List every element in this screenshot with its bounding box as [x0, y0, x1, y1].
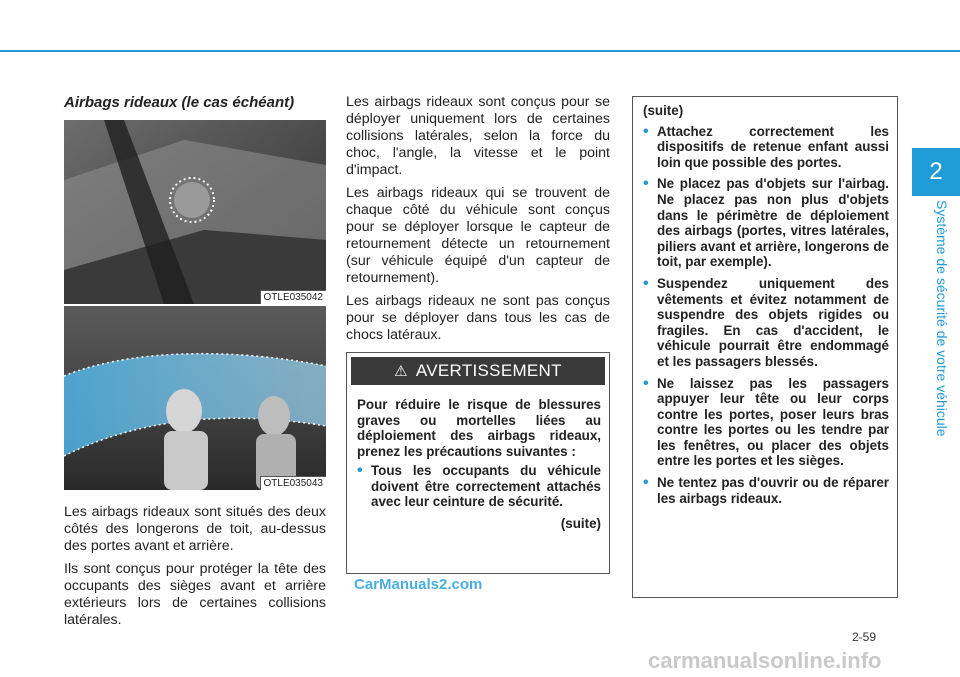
warning-list [357, 463, 601, 510]
image-code: OTLE035042 [260, 290, 327, 304]
page-number: 2-59 [852, 630, 877, 644]
image-code: OTLE035043 [260, 476, 327, 490]
watermark-link[interactable]: CarManuals2.com [354, 576, 483, 593]
warning-box [346, 352, 610, 574]
section-heading: Airbags rideaux (le cas échéant) [64, 94, 295, 111]
curtain-airbag-photo [64, 306, 326, 490]
watermark-footer[interactable]: carmanualsonline.info [648, 648, 882, 673]
list-item: • Attachez correctement les dispositifs de retenue enfant aussi loin que possible des portes. [643, 124, 889, 171]
paragraph: Les airbags rideaux sont conçus pour se déployer uniquement lors de certaines collisions latérales, selon la force du choc, l'angle, la vitesse et le point d'impact. [346, 94, 610, 178]
chapter-number-tab[interactable] [912, 148, 960, 196]
warning-header [351, 357, 605, 385]
chapter-number: 2 [929, 158, 943, 185]
warning-continued-body [643, 103, 889, 512]
list-item: • Tous les occupants du véhicule doivent être correctement attachés avec leur ceinture de sécurité. [357, 463, 601, 510]
warning-body [357, 397, 601, 531]
header-rule [0, 50, 960, 52]
warning-continued-box [632, 96, 898, 598]
ceiling-airbag-photo [64, 120, 326, 304]
paragraph: Les airbags rideaux qui se trouvent de chaque côté du véhicule sont conçus pour se déployer lorsque le capteur de retournement détecte un retournement (sur véhicule équipé d'un capteur de retournement). [346, 185, 610, 286]
list-item: • Ne laissez pas les passagers appuyer leur tête ou leur corps contre les portes, poser leurs bras contre les portes ou les tendre par les fenêtres, ou placer des objets entre les portes et les sièges. [643, 376, 889, 470]
warning-intro: Pour réduire le risque de blessures graves ou mortelles liées au déploiement des airbags rideaux, prenez les précautions suivantes : [357, 397, 601, 459]
list-item: • Ne tentez pas d'ouvrir ou de réparer les airbags rideaux. [643, 475, 889, 506]
warning-title: AVERTISSEMENT [415, 361, 562, 380]
list-item: • Suspendez uniquement des vêtements et évitez notamment de suspendre des objets rigides ou fragiles. En cas d'accident, le véhicule pourrait être endommagé et les passagers blessés. [643, 276, 889, 370]
left-column-text [64, 504, 326, 635]
paragraph: Les airbags rideaux sont situés des deux côtés des longerons de toit, au-dessus des portes avant et arrière. [64, 504, 326, 554]
chapter-title: Système de sécurité de votre véhicule [934, 200, 950, 437]
ceiling-airbag-marking-photo-icon [64, 120, 326, 304]
list-item: • Ne placez pas d'objets sur l'airbag. Ne placez pas non plus d'objets dans le périmètre de déploiement des airbags (portes, vitres latérales, piliers avant et arrière, longerons de toit, par exemple). [643, 176, 889, 270]
deployed-curtain-airbag-illustration-icon [64, 306, 326, 490]
continued-label: (suite) [643, 103, 684, 118]
middle-column-text [346, 94, 610, 350]
warning-triangle-icon: ⚠ [394, 363, 408, 380]
paragraph: Les airbags rideaux ne sont pas conçus pour se déployer dans tous les cas de chocs latéraux. [346, 293, 610, 343]
warning-continued-list [643, 124, 889, 507]
continued-label: (suite) [560, 515, 601, 531]
paragraph: Ils sont conçus pour protéger la tête des occupants des sièges avant et arrière extérieurs lors de certaines collisions latérales. [64, 561, 326, 628]
